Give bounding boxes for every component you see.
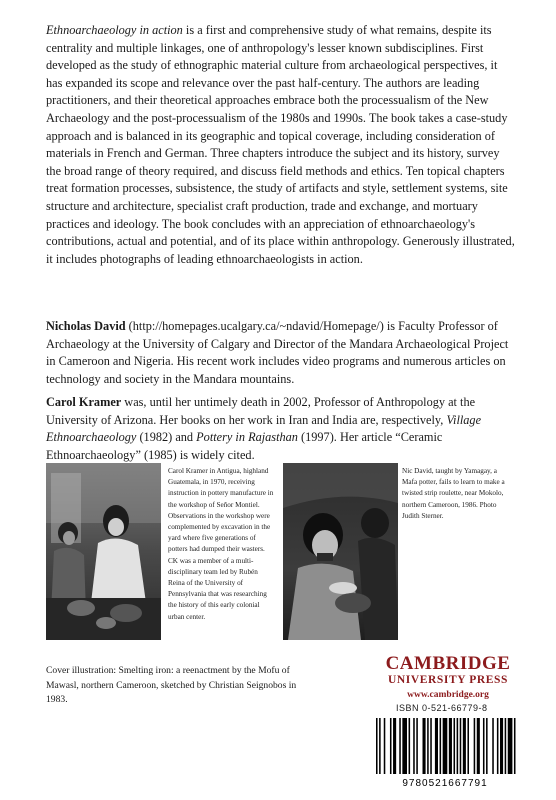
author-bio-kramer-text-c: (1997). Her article “Ceramic Ethnoarchaeology” (1985) is widely cited. — [46, 430, 443, 462]
photo-caption-david: Nic David, taught by Yamagay, a Mafa potter, fails to learn to make a twisted strip roulette, near Mokolo, northern Cameroon, 1986. Photo Judith Sterner. — [402, 467, 505, 520]
barcode-bar — [409, 718, 411, 774]
barcode-bar — [384, 718, 386, 774]
barcode-bar — [474, 718, 476, 774]
publisher-url: www.cambridge.org — [407, 690, 489, 700]
barcode-bar — [443, 718, 448, 774]
barcode-bar — [500, 718, 503, 774]
publisher-name-line1: CAMBRIDGE — [385, 653, 511, 674]
barcode-bar — [393, 718, 396, 774]
author-bio-kramer-text-b: (1982) and — [136, 430, 197, 445]
barcode-bar — [379, 718, 381, 774]
barcode-graphic — [370, 716, 520, 788]
barcode-bar — [477, 718, 480, 774]
barcode-bar — [460, 718, 462, 774]
barcode-bar — [492, 718, 494, 774]
isbn-label: ISBN 0-521-66779-8 — [396, 703, 488, 713]
barcode-bar — [449, 718, 452, 774]
barcode-bar — [430, 718, 432, 774]
barcode-bar — [416, 718, 418, 774]
author-bio-kramer-text-a: was, until her untimely death in 2002, Professor of Anthropology at the University of Arizona. Her books on her work in Iran and India are, respectively, — [46, 395, 476, 427]
book-description — [46, 22, 516, 268]
barcode-bar — [435, 718, 438, 774]
barcode-bar — [486, 718, 488, 774]
barcode-bar — [376, 718, 378, 774]
photo-nic-david — [283, 463, 398, 640]
cover-illustration-credit: Cover illustration: Smelting iron: a reenactment by the Mofu of Mawasl, northern Cameroon, sketched by Christian Seignobos in 1983. — [46, 665, 297, 706]
barcode-bar — [463, 718, 466, 774]
description-text: is a first and comprehensive study of what remains, despite its centrality and multiple linkages, one of anthropology's lesser known subdisciplines. First developed as the study of ethnographic material culture from archaeological perspectives, it has expanded its scope and relevance over the past half-century. The authors are leading practitioners, and their theoretical approaches embrace both the processualism of the New Archaeology and the post-processualism of the 1980s and 1990s. The book takes a case-study approach and is balanced in its geographic and topical coverage, including consideration of materials in French and German. Three chapters introduce the subject and its history, survey the broad range of theory required, and discuss field methods and ethics. Ten topical chapters treat formation processes, subsistence, the study of artifacts and style, settlement systems, site structure and architecture, specialist craft production, trade and exchange, and mortuary practices and ideology. The book concludes with an appreciation of ethnoarchaeology's contributions, actual and potential, and of its place within anthropology. Generously illustrated, it includes photographs of leading ethnoarchaeologists in action. — [46, 23, 515, 266]
barcode-bar — [413, 718, 415, 774]
barcode-bar — [402, 718, 407, 774]
author-bio-david — [46, 318, 516, 388]
barcode-bar — [423, 718, 426, 774]
publisher-name-line2: UNIVERSITY PRESS — [387, 674, 509, 686]
barcode-bar — [457, 718, 459, 774]
photo-carol-kramer — [46, 463, 161, 640]
barcode-bar — [505, 718, 507, 774]
book-pottery-in-rajasthan: Pottery in Rajasthan — [196, 430, 298, 445]
publisher-logo — [373, 654, 523, 702]
barcode-number: 9780521667791 — [402, 778, 488, 788]
barcode-bar — [390, 718, 392, 774]
barcode-bar — [399, 718, 401, 774]
barcode-bar — [427, 718, 429, 774]
barcode-bar — [497, 718, 499, 774]
author-name-david: Nicholas David — [46, 319, 126, 333]
book-village-ethnoarchaeology: Village Ethnoarchaeology — [46, 412, 482, 445]
barcode-bar — [440, 718, 442, 774]
barcode-bar — [454, 718, 456, 774]
author-bio-kramer — [46, 394, 516, 464]
author-bio-david-text: (http://homepages.ucalgary.ca/~ndavid/Homepage/) is Faculty Professor of Archaeology at the University of Calgary and Director of the Mandara Archaeological Project in Cameroon and Nigeria. His recent work includes video programs and numerous articles on technology and society in the Mandara mountains. — [46, 319, 509, 386]
barcode-bar — [514, 718, 516, 774]
barcode-bar — [508, 718, 513, 774]
barcode-bar — [483, 718, 485, 774]
barcode-bar — [467, 718, 469, 774]
photo-caption-kramer: Carol Kramer in Antigua, highland Guatemala, in 1970, receiving instruction in pottery manufacture in the workshop of Señor Montiel. Observations in the workshop were complemented by excavation in the yard where five generations of potters had dumped their wasters. CK was a member of a multi-disciplinary team led by Rubén Reina of the University of Pennsylvania that was researching the history of this early colonial urban center. — [168, 467, 274, 621]
book-title-italic: Ethnoarchaeology in action — [46, 23, 183, 37]
author-name-kramer: Carol Kramer — [46, 395, 122, 409]
isbn-barcode — [370, 716, 520, 788]
